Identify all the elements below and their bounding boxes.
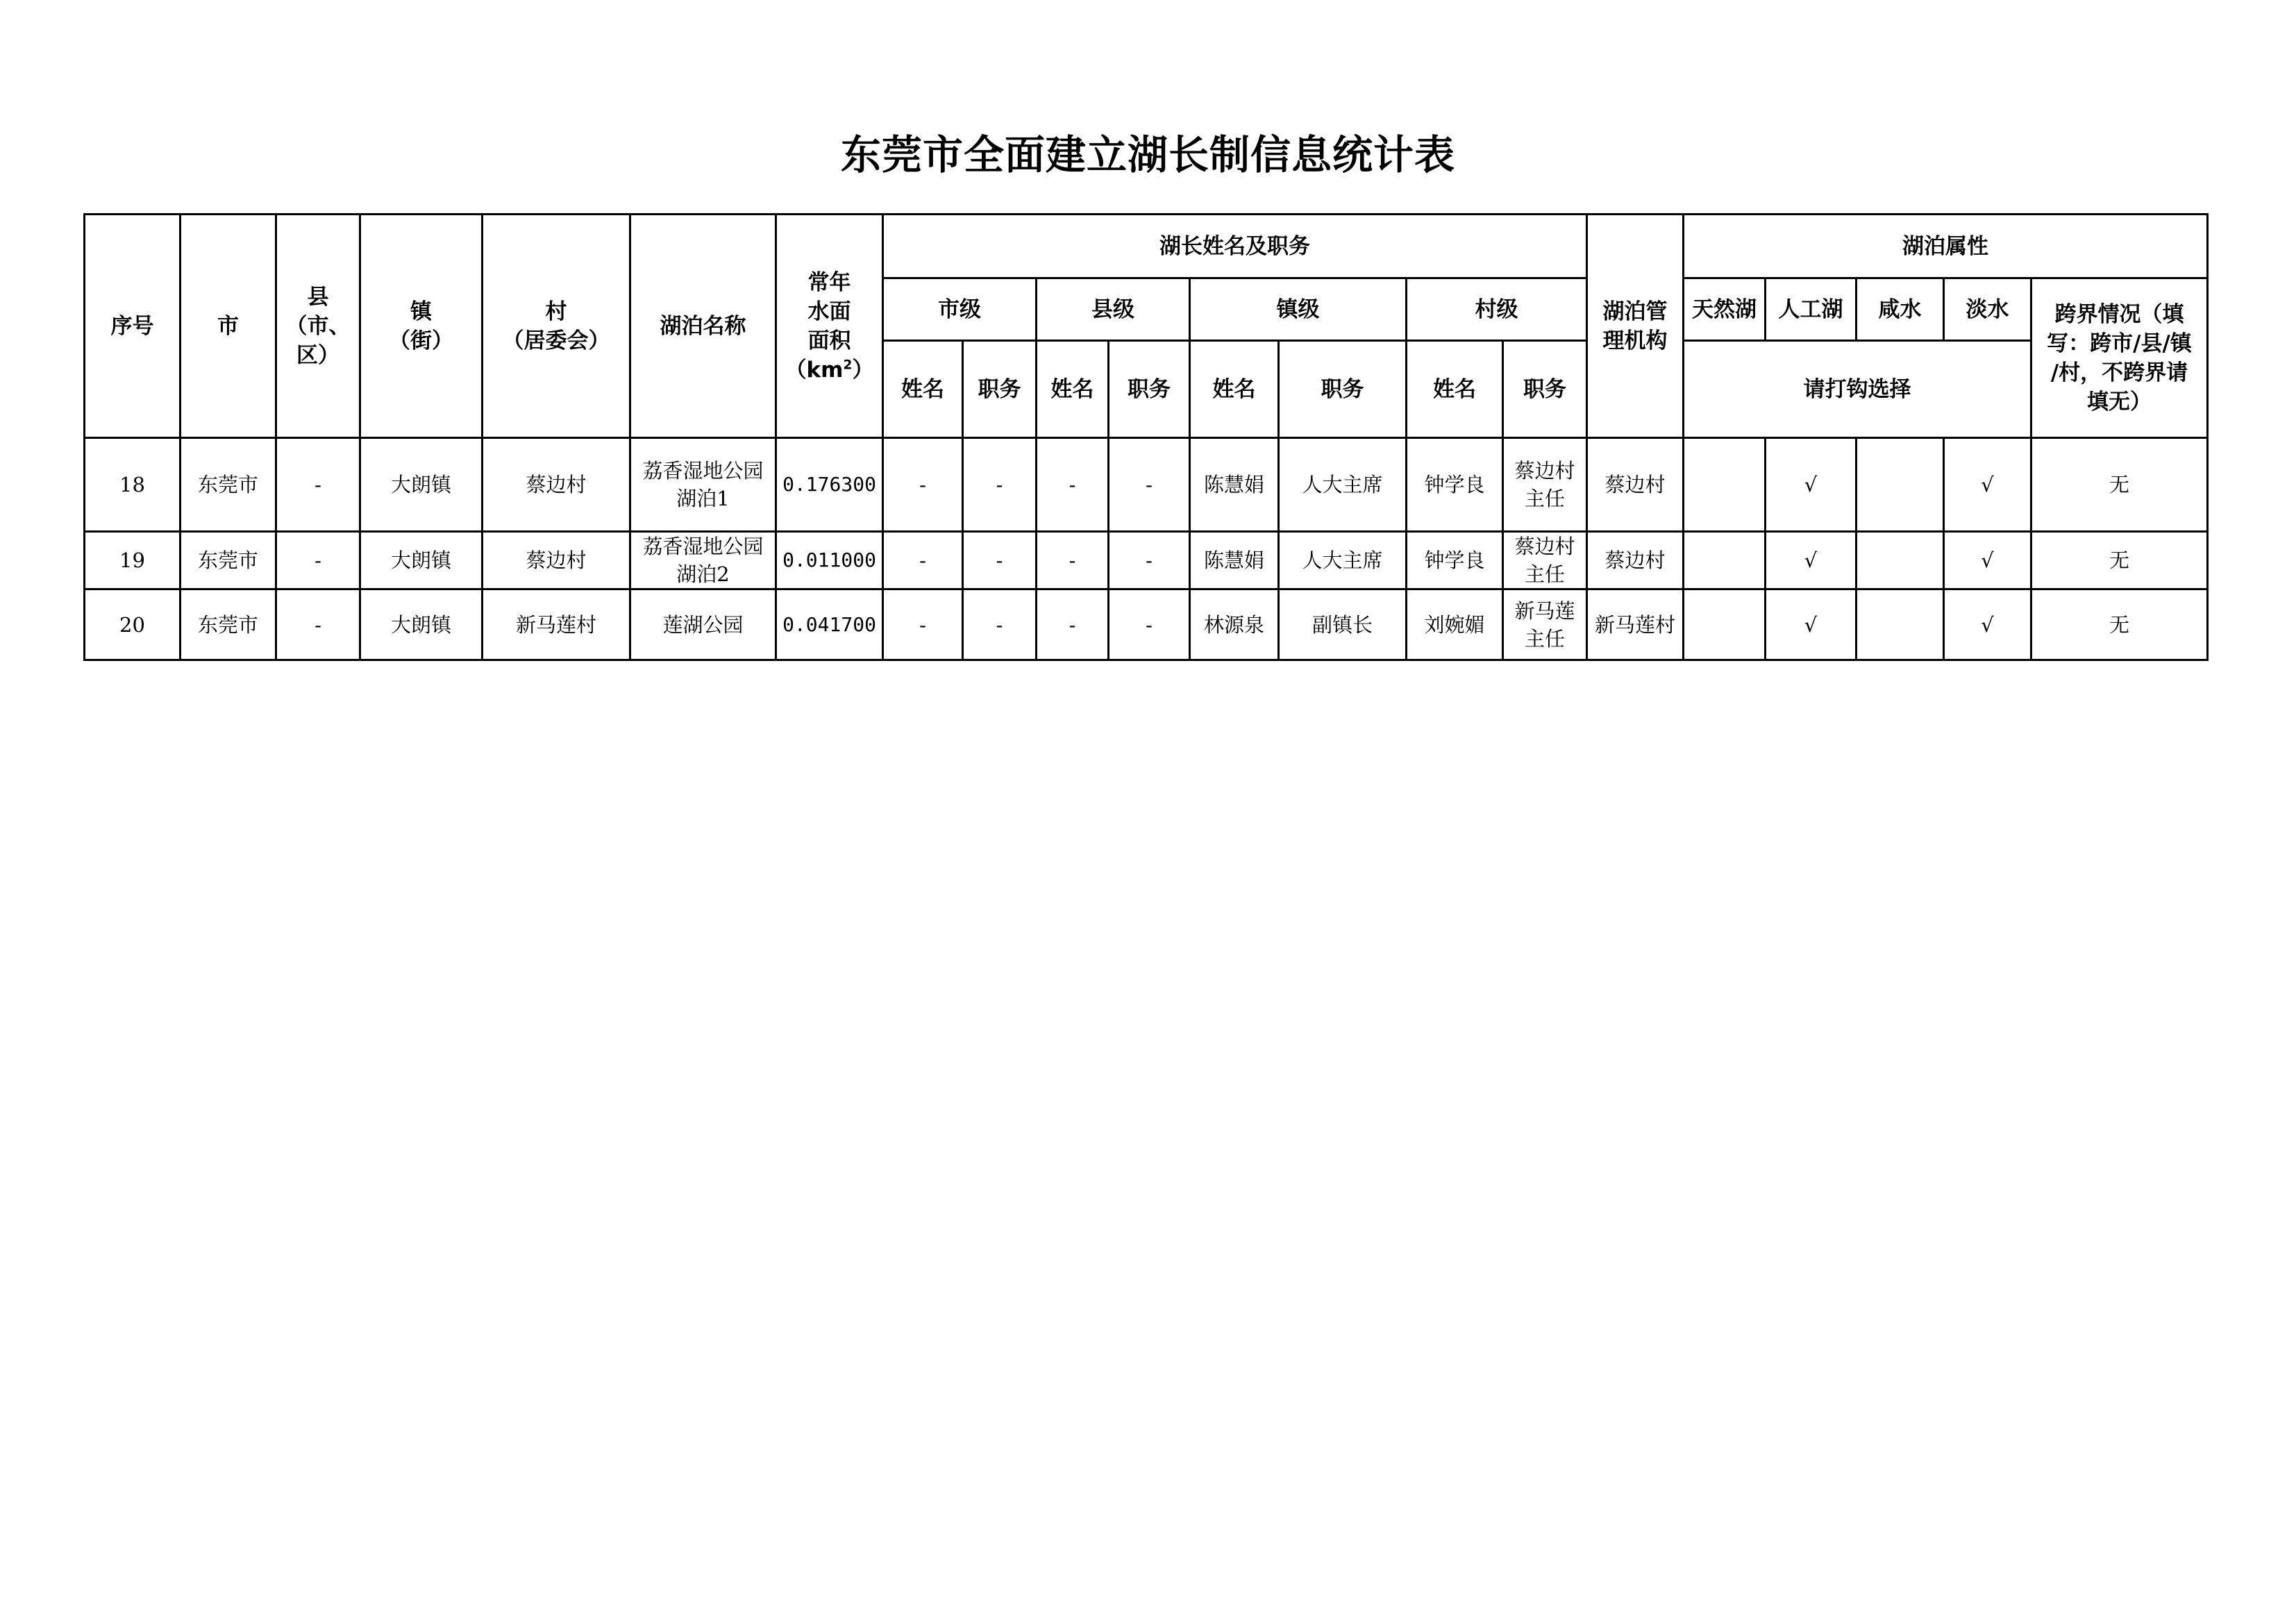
header-artificial-lake: 人工湖 bbox=[1766, 278, 1857, 341]
cell-town-chief-name: 陈慧娟 bbox=[1190, 532, 1279, 589]
header-village-name: 姓名 bbox=[1407, 341, 1503, 438]
area-unit: $(km^2)$ bbox=[785, 357, 874, 383]
cell-water-area: 0.011000 bbox=[776, 532, 883, 589]
cell-county-chief-name: - bbox=[1037, 532, 1109, 589]
header-village-duty: 职务 bbox=[1503, 341, 1587, 438]
header-town-name: 姓名 bbox=[1190, 341, 1279, 438]
cell-artificial-lake: √ bbox=[1766, 589, 1857, 660]
header-city: 市 bbox=[181, 215, 276, 438]
cell-town-chief-name: 陈慧娟 bbox=[1190, 438, 1279, 532]
cell-lake-name: 荔香湿地公园 湖泊2 bbox=[630, 532, 776, 589]
cell-saltwater bbox=[1857, 589, 1944, 660]
header-county-duty: 职务 bbox=[1109, 341, 1190, 438]
cell-city-chief-name: - bbox=[883, 438, 963, 532]
cell-town: 大朗镇 bbox=[360, 589, 483, 660]
cell-village: 新马莲村 bbox=[483, 589, 630, 660]
cell-saltwater bbox=[1857, 532, 1944, 589]
cell-freshwater: √ bbox=[1944, 438, 2031, 532]
cell-seq: 18 bbox=[85, 438, 181, 532]
header-lake-chief-group: 湖长姓名及职务 bbox=[883, 215, 1587, 278]
cell-city: 东莞市 bbox=[181, 589, 276, 660]
header-cross-boundary: 跨界情况（填 写：跨市/县/镇 /村，不跨界请 填无） bbox=[2031, 278, 2208, 438]
cell-saltwater bbox=[1857, 438, 1944, 532]
table-row bbox=[85, 589, 2208, 660]
cell-village-chief-name: 刘婉媚 bbox=[1407, 589, 1503, 660]
table-row bbox=[85, 532, 2208, 589]
cell-county-chief-duty: - bbox=[1109, 532, 1190, 589]
cell-artificial-lake: √ bbox=[1766, 438, 1857, 532]
cell-county: - bbox=[276, 532, 360, 589]
cell-cross-boundary: 无 bbox=[2031, 532, 2208, 589]
header-county-name: 姓名 bbox=[1037, 341, 1109, 438]
cell-lake-name: 莲湖公园 bbox=[630, 589, 776, 660]
cell-natural-lake bbox=[1684, 438, 1766, 532]
header-lake-name: 湖泊名称 bbox=[630, 215, 776, 438]
cell-city-chief-name: - bbox=[883, 589, 963, 660]
cell-town: 大朗镇 bbox=[360, 532, 483, 589]
header-town-duty: 职务 bbox=[1279, 341, 1407, 438]
header-water-area: 常年 水面 面积 $(km^2)$ bbox=[776, 215, 883, 438]
header-city-name: 姓名 bbox=[883, 341, 963, 438]
header-lake-attributes: 湖泊属性 bbox=[1684, 215, 2208, 278]
cell-cross-boundary: 无 bbox=[2031, 589, 2208, 660]
header-village: 村 （居委会） bbox=[483, 215, 630, 438]
cell-town: 大朗镇 bbox=[360, 438, 483, 532]
document-title: 东莞市全面建立湖长制信息统计表 bbox=[840, 131, 1455, 178]
cell-natural-lake bbox=[1684, 589, 1766, 660]
cell-freshwater: √ bbox=[1944, 532, 2031, 589]
cell-village-chief-duty: 蔡边村 主任 bbox=[1503, 438, 1587, 532]
cell-county-chief-name: - bbox=[1037, 438, 1109, 532]
header-county: 县 （市、 区） bbox=[276, 215, 360, 438]
cell-city-chief-duty: - bbox=[963, 438, 1037, 532]
cell-management-body: 新马莲村 bbox=[1587, 589, 1684, 660]
cell-town-chief-duty: 副镇长 bbox=[1279, 589, 1407, 660]
cell-water-area: 0.041700 bbox=[776, 589, 883, 660]
header-row-1 bbox=[85, 215, 2208, 278]
cell-town-chief-duty: 人大主席 bbox=[1279, 532, 1407, 589]
header-saltwater: 咸水 bbox=[1857, 278, 1944, 341]
cell-town-chief-duty: 人大主席 bbox=[1279, 438, 1407, 532]
header-city-level: 市级 bbox=[883, 278, 1037, 341]
cell-seq: 20 bbox=[85, 589, 181, 660]
header-tick-prompt: 请打钩选择 bbox=[1684, 341, 2031, 438]
cell-city-chief-name: - bbox=[883, 532, 963, 589]
cell-village-chief-duty: 蔡边村 主任 bbox=[1503, 532, 1587, 589]
table-row bbox=[85, 438, 2208, 532]
lake-chief-stats-table bbox=[83, 213, 2209, 661]
cell-city: 东莞市 bbox=[181, 532, 276, 589]
cell-natural-lake bbox=[1684, 532, 1766, 589]
cell-city-chief-duty: - bbox=[963, 589, 1037, 660]
header-county-level: 县级 bbox=[1037, 278, 1190, 341]
header-seq: 序号 bbox=[85, 215, 181, 438]
cell-village-chief-name: 钟学良 bbox=[1407, 438, 1503, 532]
header-town-level: 镇级 bbox=[1190, 278, 1407, 341]
header-freshwater: 淡水 bbox=[1944, 278, 2031, 341]
cell-artificial-lake: √ bbox=[1766, 532, 1857, 589]
cell-county-chief-duty: - bbox=[1109, 438, 1190, 532]
cell-county: - bbox=[276, 589, 360, 660]
header-natural-lake: 天然湖 bbox=[1684, 278, 1766, 341]
cell-village: 蔡边村 bbox=[483, 532, 630, 589]
cell-seq: 19 bbox=[85, 532, 181, 589]
cell-county-chief-name: - bbox=[1037, 589, 1109, 660]
cell-town-chief-name: 林源泉 bbox=[1190, 589, 1279, 660]
cell-county: - bbox=[276, 438, 360, 532]
cell-city-chief-duty: - bbox=[963, 532, 1037, 589]
cell-management-body: 蔡边村 bbox=[1587, 438, 1684, 532]
cell-freshwater: √ bbox=[1944, 589, 2031, 660]
header-city-duty: 职务 bbox=[963, 341, 1037, 438]
header-village-level: 村级 bbox=[1407, 278, 1587, 341]
cell-village-chief-duty: 新马莲 主任 bbox=[1503, 589, 1587, 660]
cell-city: 东莞市 bbox=[181, 438, 276, 532]
header-town: 镇 （街） bbox=[360, 215, 483, 438]
cell-management-body: 蔡边村 bbox=[1587, 532, 1684, 589]
cell-county-chief-duty: - bbox=[1109, 589, 1190, 660]
header-management-body: 湖泊管 理机构 bbox=[1587, 215, 1684, 438]
cell-lake-name: 荔香湿地公园 湖泊1 bbox=[630, 438, 776, 532]
cell-cross-boundary: 无 bbox=[2031, 438, 2208, 532]
cell-water-area: 0.176300 bbox=[776, 438, 883, 532]
cell-village: 蔡边村 bbox=[483, 438, 630, 532]
cell-village-chief-name: 钟学良 bbox=[1407, 532, 1503, 589]
